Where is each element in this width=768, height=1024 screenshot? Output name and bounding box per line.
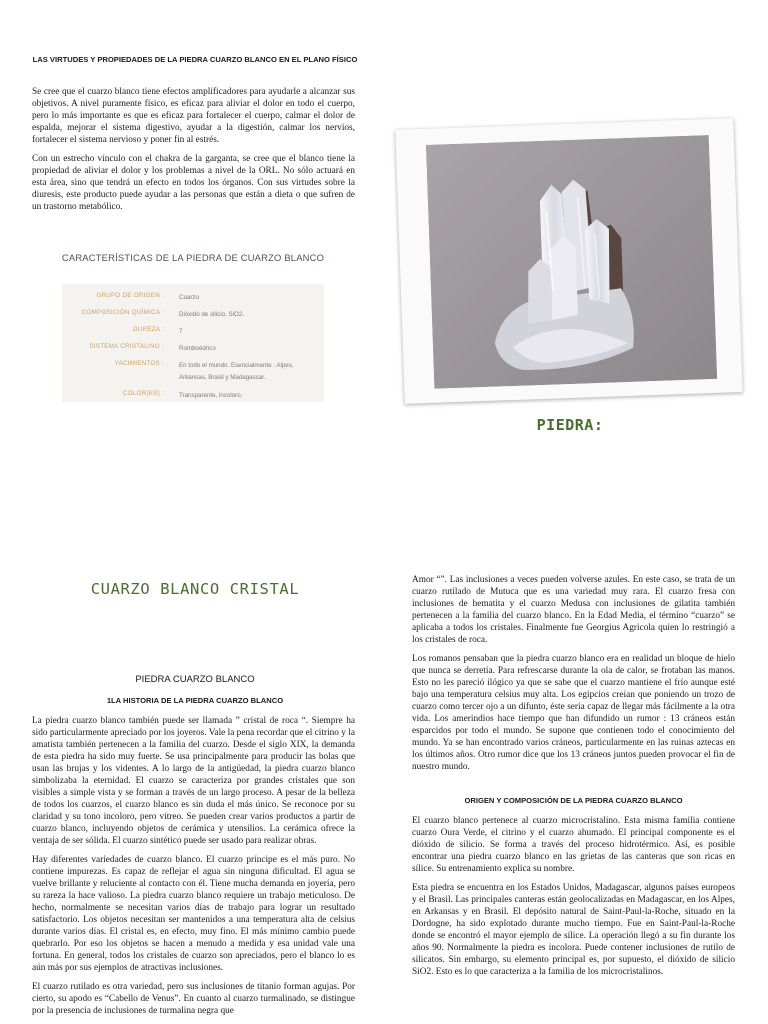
history-paragraph-1: La piedra cuarzo blanco también puede ser llamada ” cristal de roca “. Siempre ha sido particularmente apreciado por los joyeros. Vale la pena recordar que el citrino y la amatista también pertenecen a la familia del cuarzo. Desde el siglo XIX, la demanda de esta piedra ha sido muy fuerte. Se usa principalmente para producir las bolas que usan las brujas y los videntes. A lo largo de la antigüedad, la piedra cuarzo blanco simbolizaba la eternidad. El cuarzo se caracteriza por grandes cristales que son visibles a simple vista y se forman a través de un largo proceso. A pesar de la belleza de todos los cuarzos, el cuarzo blanco es sin duda el más único. Se reconoce por su claridad y su tono incoloro, pero vítreo. Se pueden crear varios productos a partir de cuarzo blanco, incluyendo objetos de cerámica y utensilios. La cerámica ofrece la ventaja de ser sólida. El cuarzo sintético puede ser usado para realizar obras.	[32, 716, 355, 846]
history-paragraph-3: El cuarzo rutilado es otra variedad, pero sus inclusiones de titanio forman agujas. Por cierto, su apodo es “Cabello de Venus”. En cuanto al cuarzo turmalinado, se distingue por la presencia de inclusiones de turmalina negra que	[32, 982, 355, 1016]
char-value: 7	[179, 328, 183, 335]
origin-text	[412, 815, 735, 978]
char-value: En todo el mundo. Esencialmente : Alpes, Arkansas, Brasil y Madagascar.	[179, 362, 294, 381]
char-key: COLOR(ES) :	[122, 390, 164, 397]
history-heading: 1LA HISTORIA DE LA PIEDRA CUARZO BLANCO	[106, 696, 284, 705]
characteristics-table	[62, 284, 324, 402]
origin-paragraph-2: Esta piedra se encuentra en los Estados Unidos, Madagascar, algunos países europeos y el Brasil. Las principales canteras están geolocalizadas en Madagascar, en los Alpes, en Arkansas y en Brasil. El depósito natural de Saint-Paul-la-Roche, situado en la Dordogne, ha sido explotado durante mucho tiempo. Fue en Saint-Paul-la-Roche donde se encontró el mayor ejemplo de sílice. La operación llegó a su fin durante los años 90. Normalmente la piedra es incolora. Puede contener inclusiones de rutilo de silicatos. Sin embargo, su elemento principal es, por supuesto, el dióxido de silicio SiO2. Esto es lo que caracteriza a la familia de los microcristalinos.	[412, 883, 735, 977]
history-text	[32, 715, 355, 1017]
virtues-paragraph-1: Se cree que el cuarzo blanco tiene efectos amplificadores para ayudarle a alcanzar sus objetivos. A nivel puramente físico, es eficaz para aliviar el dolor en todo el cuerpo, pero lo más importante es que es eficaz para fortalecer el cuerpo, calmar el dolor de espalda, mejorar el sistema digestivo, ayudar a la digestión, calmar los nervios, fortalecer el sistema nervioso y poner fin al estrés.	[32, 87, 355, 145]
origin-paragraph-1: El cuarzo blanco pertenece al cuarzo microcristalino. Esta misma familia contiene cuarzo Oura Verde, el citrino y el cuarzo ahumado. El principal componente es el dióxido de silicio. Se forma a través del proceso hidrotérmico. Así, es posible encontrar una piedra cuarzo blanco en las grietas de las canteras que son ricas en sílice. Su entrenamiento explica su nombre.	[412, 816, 735, 874]
right-paragraph-1: Amor “”. Las inclusiones a veces pueden volverse azules. En este caso, se trata de un cuarzo rutilado de Mutuca que es una variedad muy rara. El cuarzo fresa con inclusiones de hematita y el cuarzo Medusa con inclusiones de gilatita también pertenecen a la familia del cuarzo blanco. En la Edad Media, el término “cuarzo” se aplicaba a todos los cristales. Finalmente fue Georgius Agricola quien lo restringió a los cristales de roca.	[412, 575, 735, 645]
char-value: Transparente, incoloro.	[179, 392, 243, 399]
char-value: Cuarzo	[179, 294, 199, 301]
main-title: CUARZO BLANCO CRISTAL	[90, 580, 300, 598]
quartz-crystal-image	[426, 135, 717, 389]
char-value: Dióxido de silicio, SiO2.	[179, 311, 244, 318]
right-paragraph-2: Los romanos pensaban que la piedra cuarzo blanco era en realidad un bloque de hielo que nunca se derretía. Para refrescarse durante la ola de calor, se frotaban las manos. Esto no les pareció ilógico ya que se sabe que el cuarzo mantiene el frío aunque esté bajo una temperatura celsius muy alta. Los egipcios creían que poniendo un trozo de cuarzo como tercer ojo a un difunto, éste sería capaz de llegar más fácilmente a la otra vida. Los amerindios hace tiempo que han difundido un rumor : 13 cráneos están esparcidos por todo el mundo. Se supone que contienen todo el conocimiento del mundo. Ya se han encontrado varios cráneos, particularmente en las ruinas aztecas en los últimos años. Otro rumor dice que los 13 cráneos juntos pueden provocar el fin de nuestro mundo.	[412, 654, 735, 772]
virtues-text	[32, 86, 355, 213]
crystal-photo-frame	[395, 118, 742, 404]
piedra-label: PIEDRA:	[536, 416, 604, 434]
char-key: DUREZA :	[133, 326, 164, 333]
char-key: SISTEMA CRISTALINO :	[89, 343, 164, 350]
history-paragraph-2: Hay diferentes variedades de cuarzo blanco. El cuarzo príncipe es el más puro. No contiene impurezas. Es capaz de reflejar el agua sin ninguna dificultad. El agua se vuelve brillante y reluciente al contacto con él. Tiene mucha demanda en joyería, pero su rareza la hace valioso. La piedra cuarzo blanco requiere un trabajo meticuloso. De hecho, normalmente se necesitan varios días de trabajo para lograr un resultado satisfactorio. Los objetos necesitan ser mantenidos a una temperatura alta de celsius durante varios días. El cristal es, en efecto, muy fino. El más mínimo cambio puede quebrarlo. Por eso los objetos se hacen a menudo a medida y esa unidad vale una fortuna. En general, todos los cristales de cuarzo son apreciados, pero el blanco lo es aún más por sus ejemplos de atractivas inclusiones.	[32, 855, 355, 973]
char-value: Romboédrico	[179, 345, 216, 352]
char-key: YACIMIENTOS :	[114, 360, 164, 367]
subtitle: PIEDRA CUARZO BLANCO	[135, 674, 255, 685]
virtues-paragraph-2: Con un estrecho vínculo con el chakra de la garganta, se cree que el blanco tiene la propiedad de aliviar el dolor y los problemas a nivel de la ORL. No sólo actuará en esta área, sino que tendrá un efecto en todos los órganos. Con sus virtudes sobre la diuresis, este producto puede ayudar a las personas que están a dieta o que sufren de un trastorno metabólico.	[32, 154, 355, 212]
origin-heading: ORIGEN Y COMPOSICIÓN DE LA PIEDRA CUARZO BLANCO	[464, 796, 683, 805]
virtues-heading: LAS VIRTUDES Y PROPIEDADES DE LA PIEDRA CUARZO BLANCO EN EL PLANO FÍSICO	[32, 55, 358, 64]
char-key: GRUPO DE ORIGEN :	[96, 292, 164, 299]
right-column-text	[412, 574, 735, 773]
char-key: COMPOSICIÓN QUÍMICA :	[81, 309, 164, 316]
characteristics-title: CARACTERÍSTICAS DE LA PIEDRA DE CUARZO BLANCO	[61, 252, 325, 263]
